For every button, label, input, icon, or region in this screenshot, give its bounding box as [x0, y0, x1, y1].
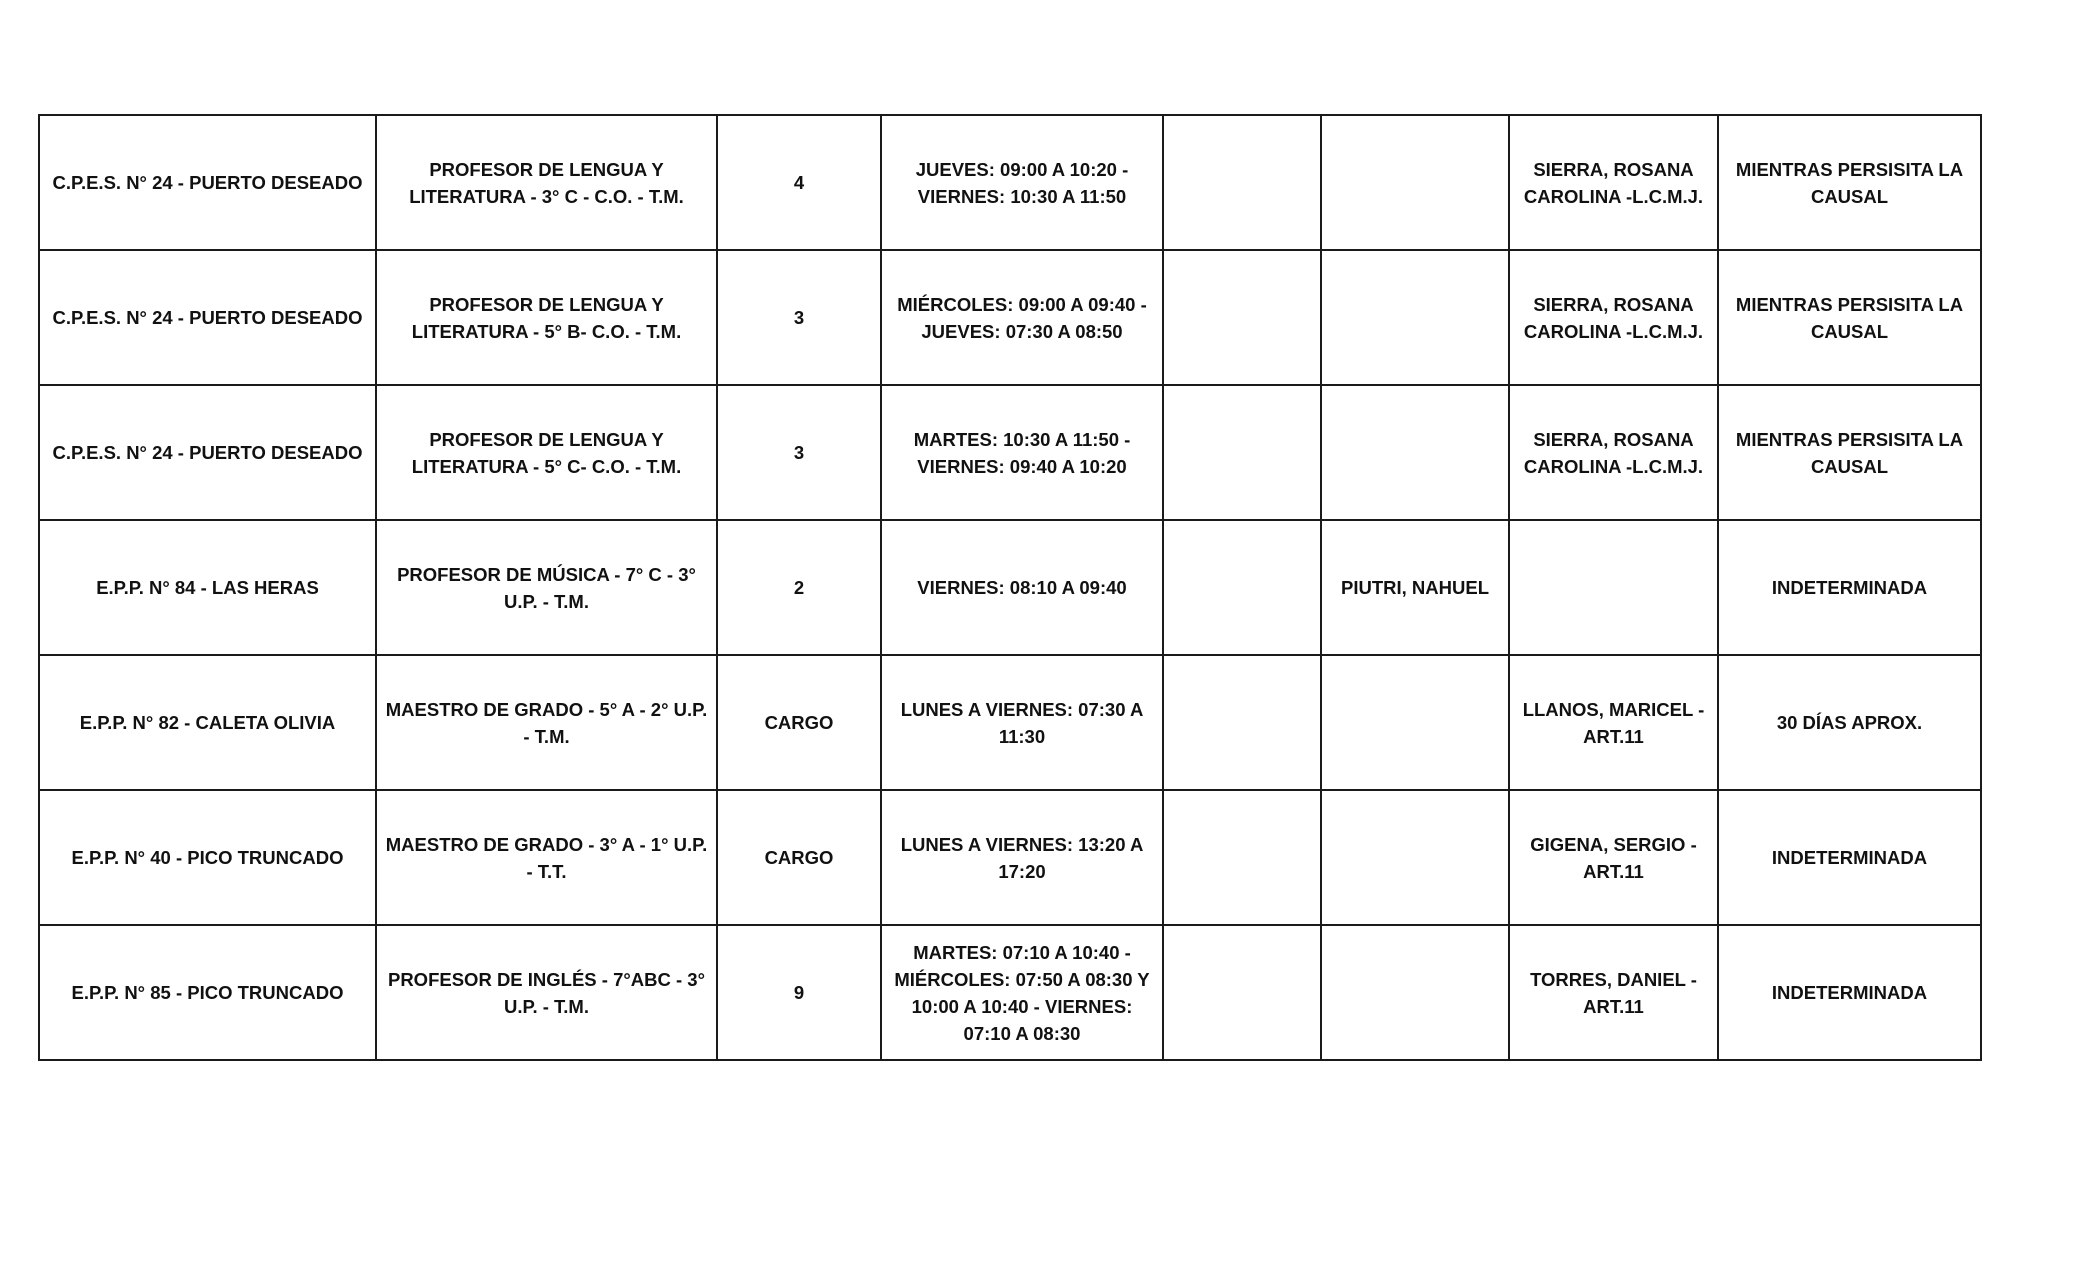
hours-cell: CARGO	[717, 790, 881, 925]
duration-cell: MIENTRAS PERSISITA LA CAUSAL	[1718, 250, 1981, 385]
replaced-teacher-cell	[1509, 520, 1718, 655]
hours-cell: 3	[717, 385, 881, 520]
replaced-teacher-cell: SIERRA, ROSANA CAROLINA -L.C.M.J.	[1509, 385, 1718, 520]
schedule-cell: JUEVES: 09:00 A 10:20 - VIERNES: 10:30 A 11:50	[881, 115, 1163, 250]
position-cell: PROFESOR DE LENGUA Y LITERATURA - 5° C- C.O. - T.M.	[376, 385, 717, 520]
school-cell: E.P.P. N° 84 - LAS HERAS	[39, 520, 376, 655]
assignee-cell: PIUTRI, NAHUEL	[1321, 520, 1509, 655]
duration-cell: MIENTRAS PERSISITA LA CAUSAL	[1718, 385, 1981, 520]
duration-cell: INDETERMINADA	[1718, 925, 1981, 1060]
duration-cell: INDETERMINADA	[1718, 790, 1981, 925]
schedule-cell: MIÉRCOLES: 09:00 A 09:40 - JUEVES: 07:30 A 08:50	[881, 250, 1163, 385]
replaced-teacher-cell: TORRES, DANIEL - ART.11	[1509, 925, 1718, 1060]
schedule-cell: LUNES A VIERNES: 07:30 A 11:30	[881, 655, 1163, 790]
schedule-cell: MARTES: 07:10 A 10:40 - MIÉRCOLES: 07:50 A 08:30 Y 10:00 A 10:40 - VIERNES: 07:10 A 08:30	[881, 925, 1163, 1060]
assignee-cell	[1321, 655, 1509, 790]
assignee-cell	[1321, 115, 1509, 250]
duration-cell: MIENTRAS PERSISITA LA CAUSAL	[1718, 115, 1981, 250]
empty-cell	[1163, 655, 1321, 790]
schedule-cell: LUNES A VIERNES: 13:20 A 17:20	[881, 790, 1163, 925]
assignee-cell	[1321, 250, 1509, 385]
position-cell: PROFESOR DE MÚSICA - 7° C - 3° U.P. - T.M.	[376, 520, 717, 655]
duration-cell: INDETERMINADA	[1718, 520, 1981, 655]
table-row	[39, 250, 1981, 385]
hours-cell: 4	[717, 115, 881, 250]
empty-cell	[1163, 385, 1321, 520]
table-row	[39, 385, 1981, 520]
hours-cell: CARGO	[717, 655, 881, 790]
school-cell: C.P.E.S. N° 24 - PUERTO DESEADO	[39, 115, 376, 250]
assignee-cell	[1321, 790, 1509, 925]
table-row	[39, 655, 1981, 790]
table-row	[39, 115, 1981, 250]
replaced-teacher-cell: LLANOS, MARICEL - ART.11	[1509, 655, 1718, 790]
school-cell: E.P.P. N° 82 - CALETA OLIVIA	[39, 655, 376, 790]
replaced-teacher-cell: GIGENA, SERGIO - ART.11	[1509, 790, 1718, 925]
assignee-cell	[1321, 385, 1509, 520]
hours-cell: 3	[717, 250, 881, 385]
empty-cell	[1163, 520, 1321, 655]
school-cell: C.P.E.S. N° 24 - PUERTO DESEADO	[39, 385, 376, 520]
schedule-cell: VIERNES: 08:10 A 09:40	[881, 520, 1163, 655]
position-cell: MAESTRO DE GRADO - 3° A - 1° U.P. - T.T.	[376, 790, 717, 925]
table-row	[39, 790, 1981, 925]
position-cell: MAESTRO DE GRADO - 5° A - 2° U.P. - T.M.	[376, 655, 717, 790]
hours-cell: 2	[717, 520, 881, 655]
duration-cell: 30 DÍAS APROX.	[1718, 655, 1981, 790]
empty-cell	[1163, 790, 1321, 925]
school-cell: C.P.E.S. N° 24 - PUERTO DESEADO	[39, 250, 376, 385]
table-row	[39, 925, 1981, 1060]
position-cell: PROFESOR DE INGLÉS - 7°ABC - 3° U.P. - T.M.	[376, 925, 717, 1060]
replaced-teacher-cell: SIERRA, ROSANA CAROLINA -L.C.M.J.	[1509, 250, 1718, 385]
replaced-teacher-cell: SIERRA, ROSANA CAROLINA -L.C.M.J.	[1509, 115, 1718, 250]
vacancies-table	[38, 114, 1982, 1061]
school-cell: E.P.P. N° 40 - PICO TRUNCADO	[39, 790, 376, 925]
position-cell: PROFESOR DE LENGUA Y LITERATURA - 3° C - C.O. - T.M.	[376, 115, 717, 250]
schedule-cell: MARTES: 10:30 A 11:50 - VIERNES: 09:40 A 10:20	[881, 385, 1163, 520]
empty-cell	[1163, 925, 1321, 1060]
empty-cell	[1163, 115, 1321, 250]
school-cell: E.P.P. N° 85 - PICO TRUNCADO	[39, 925, 376, 1060]
hours-cell: 9	[717, 925, 881, 1060]
empty-cell	[1163, 250, 1321, 385]
position-cell: PROFESOR DE LENGUA Y LITERATURA - 5° B- C.O. - T.M.	[376, 250, 717, 385]
assignee-cell	[1321, 925, 1509, 1060]
table-row	[39, 520, 1981, 655]
